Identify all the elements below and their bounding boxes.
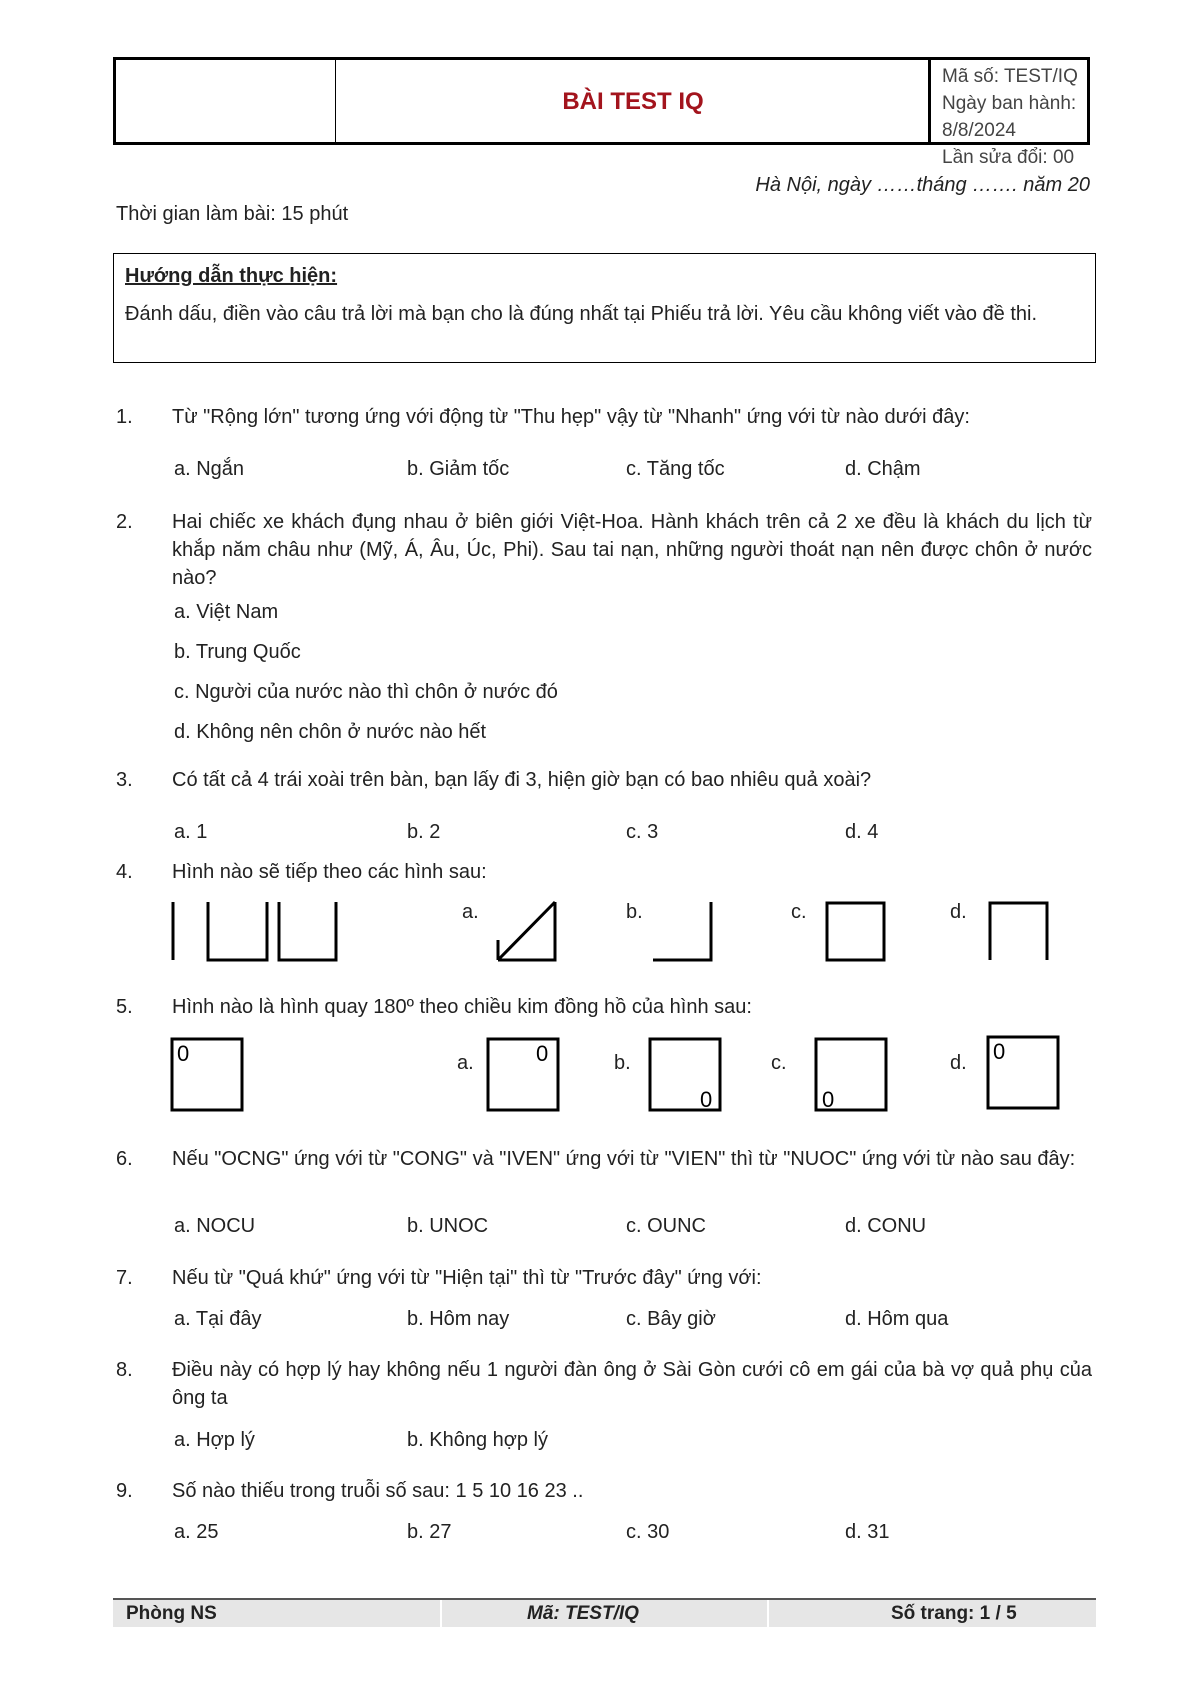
option-d[interactable]: d. 4 <box>845 821 879 843</box>
option-d[interactable]: d. CONU <box>845 1215 927 1237</box>
option-d-figure[interactable] <box>986 1035 1060 1111</box>
option-d[interactable]: d. 31 <box>845 1521 890 1543</box>
option-c[interactable]: c. <box>791 901 807 923</box>
option-c[interactable]: c. 3 <box>626 821 659 843</box>
option-a[interactable]: a. Tại đây <box>174 1308 262 1330</box>
instructions-box <box>113 253 1096 363</box>
question-number: 5. <box>116 996 133 1018</box>
option-b[interactable]: b. Hôm nay <box>407 1308 510 1330</box>
question-text: Số nào thiếu trong truỗi số sau: 1 5 10 16 23 .. <box>172 1480 584 1502</box>
option-b[interactable]: b. Giảm tốc <box>407 458 510 480</box>
document-header <box>113 57 1090 168</box>
option-d[interactable]: d. <box>950 1052 967 1074</box>
option-a[interactable]: a. 1 <box>174 821 208 843</box>
option-c[interactable]: c. Tăng tốc <box>626 458 725 480</box>
option-d[interactable]: d. <box>950 901 967 923</box>
question-text: Từ "Rộng lớn" tương ứng với động từ "Thu hẹp" vậy từ "Nhanh" ứng với từ nào dưới đây: <box>172 406 970 428</box>
question-number: 4. <box>116 861 133 883</box>
instructions-title: Hướng dẫn thực hiện: <box>125 265 338 287</box>
option-d[interactable]: d. Chậm <box>845 458 921 480</box>
sequence-figure <box>166 900 346 962</box>
question-number: 9. <box>116 1480 133 1502</box>
question-number: 6. <box>116 1148 133 1170</box>
option-b-figure[interactable] <box>651 900 715 962</box>
question-text: Có tất cả 4 trái xoài trên bàn, bạn lấy đi 3, hiện giờ bạn có bao nhiêu quả xoài? <box>172 769 872 791</box>
svg-text:0: 0 <box>822 1087 835 1112</box>
option-a[interactable]: a. NOCU <box>174 1215 256 1237</box>
document-title: BÀI TEST IQ <box>562 88 704 115</box>
question-text: Hai chiếc xe khách đụng nhau ở biên giới Việt-Hoa. Hành khách trên cả 2 xe đều là khách du lịch từ khắp năm châu như (Mỹ, Á, Âu, Úc, Phi). Sau tai nạn, những người thoát nạn nên được chôn ở nước nào? <box>172 511 1092 589</box>
date-line: Hà Nội, ngày ……tháng ……. năm 20 <box>755 174 1090 196</box>
question-number: 2. <box>116 511 133 533</box>
option-a[interactable]: a. Hợp lý <box>174 1429 255 1451</box>
option-c[interactable]: c. Người của nước nào thì chôn ở nước đó <box>174 681 558 703</box>
footer-department: Phòng NS <box>126 1603 217 1624</box>
figure-mark: 0 <box>177 1041 190 1066</box>
option-b[interactable]: b. <box>614 1052 631 1074</box>
option-d-figure[interactable] <box>987 900 1051 962</box>
document-meta <box>928 60 1087 168</box>
question-text: Hình nào là hình quay 180º theo chiều kim đồng hồ của hình sau: <box>172 996 752 1018</box>
option-b[interactable]: b. Trung Quốc <box>174 641 301 663</box>
question-number: 8. <box>116 1359 133 1381</box>
option-a[interactable]: a. 25 <box>174 1521 219 1543</box>
option-a-figure[interactable] <box>486 1037 560 1113</box>
svg-text:0: 0 <box>700 1087 713 1112</box>
figure-shape-2 <box>208 902 267 960</box>
question-text: Điều này có hợp lý hay không nếu 1 người đàn ông ở Sài Gòn cưới cô em gái của bà vợ quả phụ của ông ta <box>172 1359 1092 1409</box>
question-text: Nếu "OCNG" ứng với từ "CONG" và "IVEN" ứng với từ "VIEN" thì từ "NUOC" ứng với từ nào sau đây: <box>172 1148 1076 1170</box>
option-a[interactable]: a. Ngắn <box>174 458 245 480</box>
option-a[interactable]: a. <box>462 901 479 923</box>
option-b-figure[interactable] <box>648 1037 722 1113</box>
option-c[interactable]: c. 30 <box>626 1521 670 1543</box>
svg-text:0: 0 <box>536 1041 549 1066</box>
option-b[interactable]: b. <box>626 901 643 923</box>
option-b[interactable]: b. UNOC <box>407 1215 489 1237</box>
option-a[interactable]: a. Việt Nam <box>174 601 279 623</box>
option-b[interactable]: b. Không hợp lý <box>407 1429 548 1451</box>
footer-code: Mã: TEST/IQ <box>527 1603 639 1624</box>
question-text: Nếu từ "Quá khứ" ứng với từ "Hiện tại" thì từ "Trước đây" ứng với: <box>172 1267 762 1289</box>
rotation-source-figure <box>170 1037 244 1113</box>
time-line: Thời gian làm bài: 15 phút <box>116 203 349 225</box>
question-text: Hình nào sẽ tiếp theo các hình sau: <box>172 861 487 883</box>
footer-page-count: Số trang: 1 / 5 <box>891 1603 1017 1624</box>
option-c-figure[interactable] <box>824 900 888 962</box>
question-number: 3. <box>116 769 133 791</box>
figure-shape-3 <box>279 902 336 960</box>
option-c[interactable]: c. <box>771 1052 787 1074</box>
option-a-figure[interactable] <box>495 900 559 962</box>
option-c[interactable]: c. Bây giờ <box>626 1308 716 1330</box>
question-number: 7. <box>116 1267 133 1289</box>
option-b[interactable]: b. 2 <box>407 821 441 843</box>
svg-text:0: 0 <box>993 1039 1006 1064</box>
question-number: 1. <box>116 406 133 428</box>
page-footer <box>113 1598 1096 1627</box>
option-d[interactable]: d. Không nên chôn ở nước nào hết <box>174 721 487 743</box>
option-c[interactable]: c. OUNC <box>626 1215 706 1237</box>
option-c-figure[interactable] <box>814 1037 888 1113</box>
option-b[interactable]: b. 27 <box>407 1521 452 1543</box>
instructions-text: Đánh dấu, điền vào câu trả lời mà bạn cho là đúng nhất tại Phiếu trả lời. Yêu cầu không viết vào đề thi. <box>125 303 1038 325</box>
doc-revision: Lần sửa đổi: 00 <box>942 147 1075 168</box>
logo-placeholder <box>116 60 336 144</box>
option-a[interactable]: a. <box>457 1052 474 1074</box>
doc-issue-date: Ngày ban hành: 8/8/2024 <box>942 93 1077 141</box>
doc-code: Mã số: TEST/IQ <box>942 66 1078 87</box>
option-d[interactable]: d. Hôm qua <box>845 1308 949 1330</box>
